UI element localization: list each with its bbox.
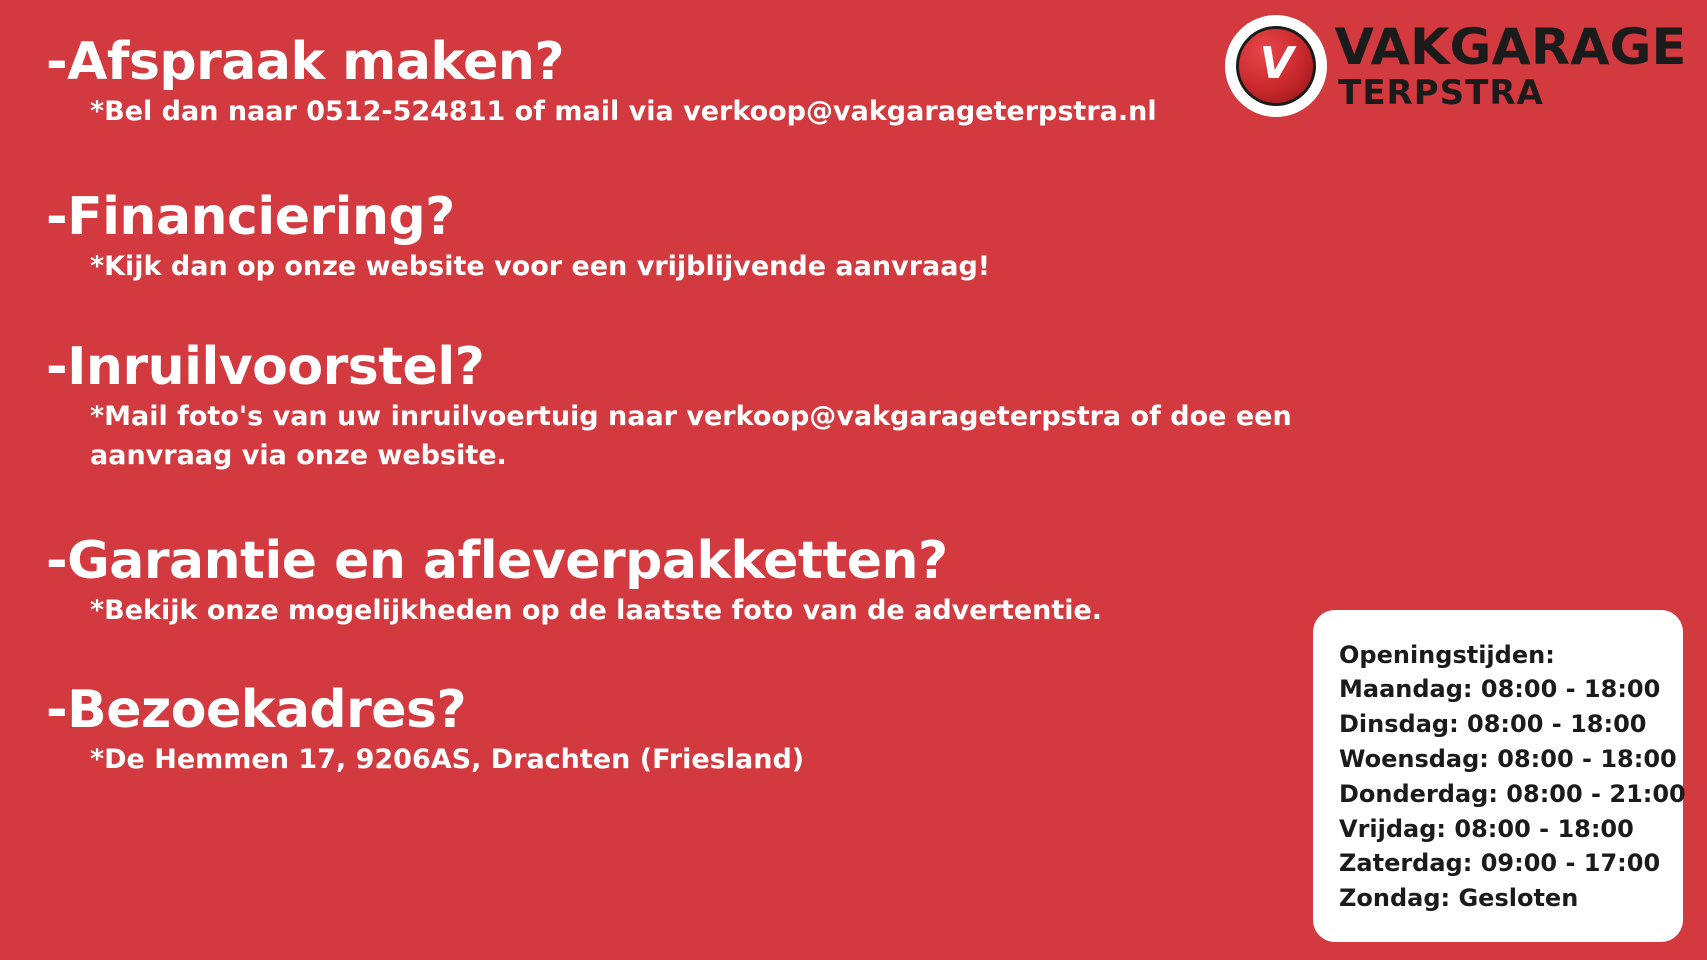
section-subtext: *Mail foto's van uw inruilvoertuig naar verkoop@vakgarageterpstra of doe een aanvraag via onze website.	[90, 400, 1292, 471]
section-garantie	[46, 533, 1346, 630]
logo-wordmark-secondary: TERPSTRA	[1338, 73, 1544, 113]
logo-wordmark-primary: VAKGARAGE	[1334, 18, 1687, 76]
logo-wordmark	[1334, 18, 1687, 113]
section-subtext: *De Hemmen 17, 9206AS, Drachten (Friesland)	[90, 744, 805, 776]
section-afspraak	[46, 34, 1346, 131]
opening-hours-row: Donderdag: 08:00 - 21:00	[1339, 779, 1686, 808]
opening-hours-title: Openingstijden:	[1339, 640, 1555, 669]
section-subtext: *Kijk dan op onze website voor een vrijblijvende aanvraag!	[90, 251, 991, 283]
logo-monogram: V	[1259, 38, 1293, 89]
section-bezoekadres	[46, 682, 1346, 779]
section-heading: -Garantie en afleverpakketten?	[46, 531, 948, 592]
section-heading: -Inruilvoorstel?	[46, 336, 485, 397]
opening-hours-card	[1313, 610, 1686, 942]
section-heading: -Bezoekadres?	[46, 680, 467, 741]
section-heading: -Financiering?	[46, 187, 455, 248]
opening-hours-row: Zondag: Gesloten	[1339, 884, 1579, 913]
section-subtext: *Bel dan naar 0512-524811 of mail via verkoop@vakgarageterpstra.nl	[90, 96, 1157, 128]
section-subtext: *Bekijk onze mogelijkheden op de laatste foto van de advertentie.	[90, 595, 1103, 627]
opening-hours-row: Zaterdag: 09:00 - 17:00	[1339, 849, 1661, 878]
opening-hours-row: Vrijdag: 08:00 - 18:00	[1339, 814, 1634, 843]
content-column	[46, 34, 1346, 780]
opening-hours-row: Maandag: 08:00 - 18:00	[1339, 675, 1661, 704]
opening-hours-row: Dinsdag: 08:00 - 18:00	[1339, 710, 1647, 739]
section-financiering	[46, 189, 1346, 286]
section-heading: -Afspraak maken?	[46, 32, 565, 92]
opening-hours-row: Woensdag: 08:00 - 18:00	[1339, 745, 1677, 774]
section-inruilvoorstel	[46, 336, 1346, 475]
